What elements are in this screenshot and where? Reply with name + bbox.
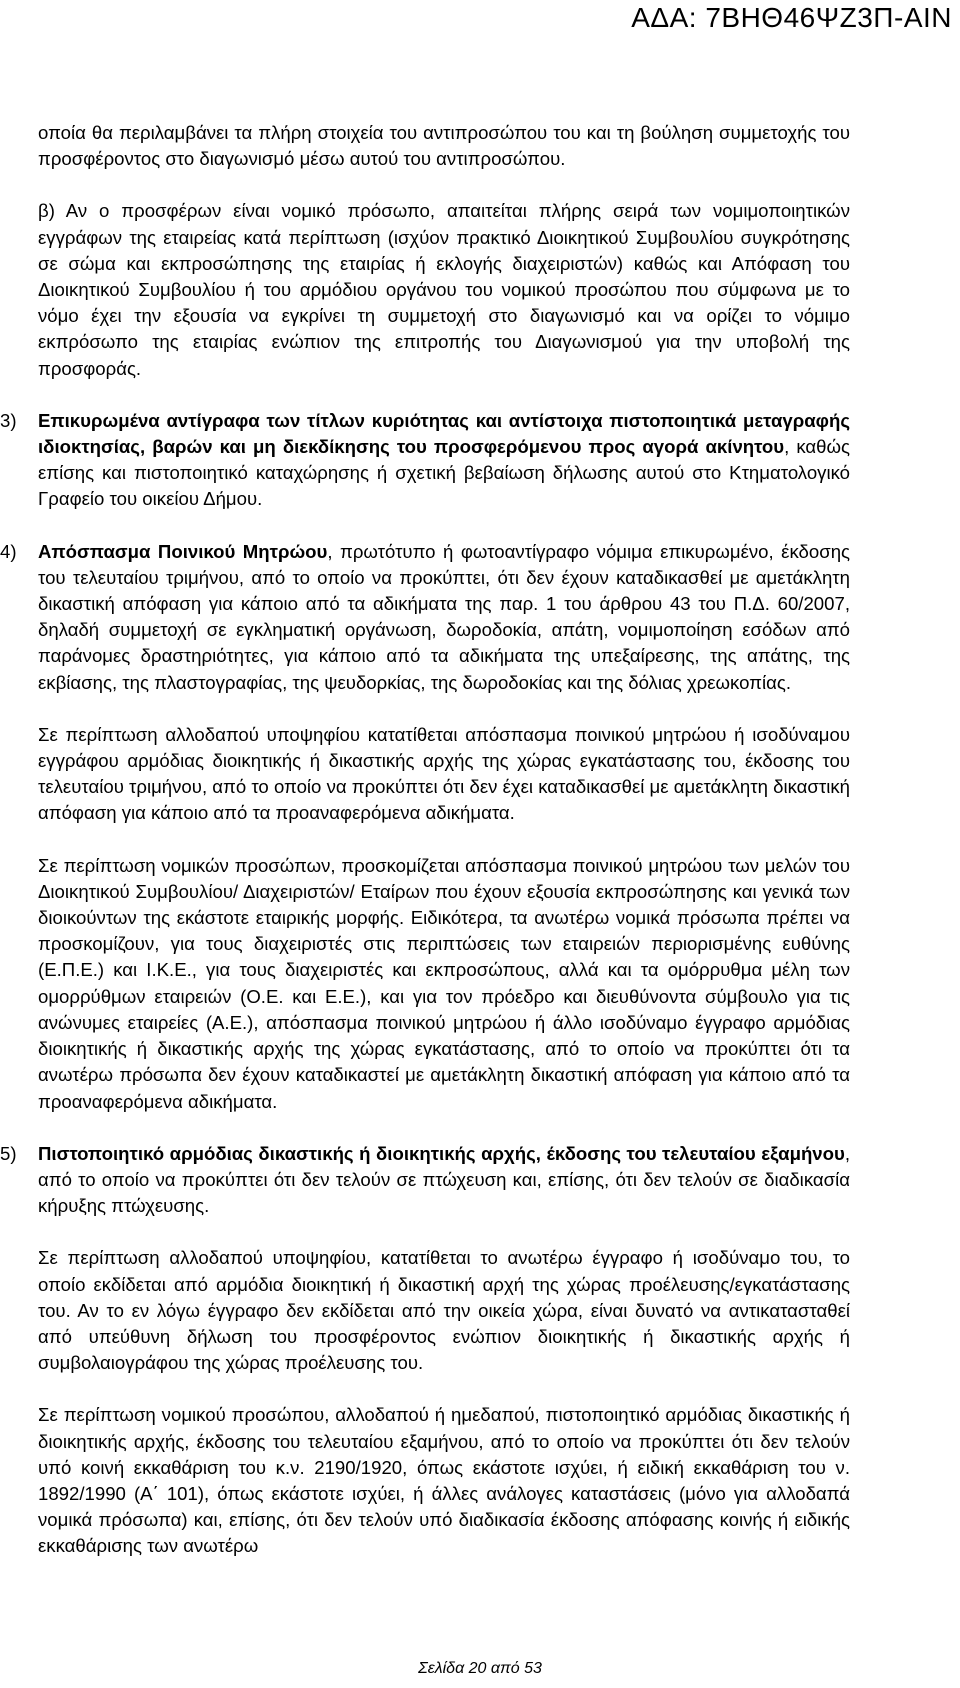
item-number: 3): [0, 409, 17, 431]
item-5-bold: Πιστοποιητικό αρμόδιας δικαστικής ή διοικητικής αρχής, έκδοσης του τελευταίου εξαμήνου: [38, 1142, 845, 1164]
item-5-text: [38, 1141, 850, 1220]
item-5-paragraph-2: Σε περίπτωση αλλοδαπού υποψηφίου, κατατίθεται το ανωτέρω έγγραφο ή ισοδύναμο του, το οποίο εκδίδεται από αρμόδια διοικητική ή δικαστική αρχή της χώρας προέλευσης/εγκατάστασης του. Αν το εν λόγω έγγραφο δεν εκδίδεται από την οικεία χώρα, είναι δυνατό να αντικατασταθεί από υπεύθυνη δήλωση του προσφέροντος ενώπιον διοικητικής ή δικαστικής αρχής ή συμβολαιογράφου της χώρας προέλευσης του.: [38, 1247, 850, 1374]
item-number: 4): [0, 540, 17, 562]
item-3-bold: Επικυρωμένα αντίγραφα των τίτλων κυριότητας και αντίστοιχα πιστοποιητικά μεταγραφής ιδιοκτησίας, βαρών και μη διεκδίκησης του προσφερόμενου προς αγορά ακίνητου: [38, 409, 850, 458]
item-5-rest: , από το οποίο να προκύπτει ότι δεν τελούν σε πτώχευση και, επίσης, ότι δεν τελούν σε διαδικασία κήρυξης πτώχευσης.: [38, 1142, 850, 1217]
document-body: [0, 120, 851, 1560]
item-3-rest: , καθώς επίσης και πιστοποιητικό καταχώρησης ή σχετική βεβαίωση δήλωσης αυτού στο Κτηματολογικό Γραφείο του οικείου Δήμου.: [38, 436, 850, 510]
item-number: 5): [0, 1142, 17, 1164]
paragraph-beta: β) Αν ο προσφέρων είναι νομικό πρόσωπο, απαιτείται πλήρης σειρά των νομιμοποιητικών εγγράφων της εταιρείας κατά περίπτωση (ισχύον πρακτικό Διοικητικού Συμβουλίου συγκρότησης σε σώμα και εκπροσώπησης της εταιρίας ή εκλογής διαχειριστών) καθώς και Απόφαση του Διοικητικού Συμβουλίου ή του αρμόδιου οργάνου του νομικού προσώπου που σύμφωνα με το νόμο έχει την εξουσία να εγκρίνει τη συμμετοχή στο διαγωνισμό και να ορίζει το νόμιμο εκπρόσωπο της εταιρίας ενώπιον της επιτροπής του Διαγωνισμού για την υποβολή της προσφοράς.: [38, 200, 850, 379]
ada-code: ΑΔΑ: 7ΒΗΘ46ΨΖ3Π-ΑΙΝ: [631, 2, 952, 33]
item-4-paragraph-3: Σε περίπτωση νομικών προσώπων, προσκομίζεται απόσπασμα ποινικού μητρώου των μελών του Διοικητικού Συμβουλίου/ Διαχειριστών/ Εταίρων που έχουν εξουσία εκπροσώπησης και γενικά των διοικούντων της εκάστοτε εταιρικής μορφής. Ειδικότερα, τα ανωτέρω νομικά πρόσωπα πρέπει να προσκομίζουν, για τους διαχειριστές στις περιπτώσεις των εταιρειών περιορισμένης ευθύνης (Ε.Π.Ε.) και Ι.Κ.Ε., για τους διαχειριστές και εκπροσώπους, αλλά και τα ομόρρυθμα μέλη των ομορρύθμων εταιρειών (Ο.Ε. και Ε.Ε.), και για τον πρόεδρο και διευθύνοντα σύμβουλο για τις ανώνυμες εταιρείες (Α.Ε.), απόσπασμα ποινικού μητρώου ή άλλο ισοδύναμο έγγραφο αρμόδιας διοικητικής ή δικαστικής αρχής της χώρας εγκατάστασης, από το οποίο να προκύπτει ότι τα ανωτέρω πρόσωπα δεν έχουν καταδικαστεί με αμετάκλητη δικαστική απόφαση για κάποιο από τα προαναφερόμενα αδικήματα.: [38, 854, 850, 1112]
list-item-5: [0, 1141, 850, 1560]
item-4-bold: Απόσπασμα Ποινικού Μητρώου: [38, 540, 328, 562]
page-number: Σελίδα 20 από 53: [418, 1660, 542, 1677]
item-4-rest: , πρωτότυπο ή φωτοαντίγραφο νόμιμα επικυρωμένο, έκδοσης του τελευταίου τριμήνου, από το οποίο να προκύπτει, ότι δεν έχουν καταδικασθεί με αμετάκλητη δικαστική απόφαση για κάποιο από τα αδικήματα της παρ. 1 του άρθρου 43 του Π.Δ. 60/2007, δηλαδή συμμετοχή σε εγκληματική οργάνωση, δωροδοκία, απάτη, νομιμοποίηση εσόδων από παράνομες δραστηριότητες, για κάποιο από τα αδικήματα της υπεξαίρεσης, της απάτης, της εκβίασης, της πλαστογραφίας, της ψευδορκίας, της δωροδοκίας και της δόλιας χρεωκοπίας.: [38, 540, 851, 693]
list-item-3: [0, 408, 850, 513]
item-5-paragraph-3: Σε περίπτωση νομικού προσώπου, αλλοδαπού ή ημεδαπού, πιστοποιητικό αρμόδιας δικαστικής ή διοικητικής αρχής, έκδοσης του τελευταίου εξαμήνου, από το οποίο να προκύπτει ότι δεν τελούν υπό κοινή εκκαθάριση του κ.ν. 2190/1920, όπως εκάστοτε ισχύει, ή ειδική εκκαθάριση του ν. 1892/1990 (Α΄ 101), όπως εκάστοτε ισχύει, ή άλλες ανάλογες καταστάσεις (μόνο για αλλοδαπά νομικά πρόσωπα) και, επίσης, ότι δεν τελούν υπό διαδικασία έκδοσης απόφασης κοινής ή ειδικής εκκαθάρισης των ανωτέρω: [38, 1404, 850, 1557]
item-3-text: [38, 408, 850, 513]
item-4-paragraph-2: Σε περίπτωση αλλοδαπού υποψηφίου κατατίθεται απόσπασμα ποινικού μητρώου ή ισοδύναμου εγγράφου αρμόδιας διοικητικής ή δικαστικής αρχής της χώρας εγκατάστασης του, έκδοσης του τελευταίου τριμήνου, από το οποίο να προκύπτει ότι δεν έχει καταδικασθεί με αμετάκλητη δικαστική απόφαση για κάποιο από τα προαναφερόμενα αδικήματα.: [38, 723, 850, 824]
item-4-text: [38, 539, 850, 696]
paragraph-intro: οποία θα περιλαμβάνει τα πλήρη στοιχεία του αντιπροσώπου του και τη βούληση συμμετοχής του προσφέροντος στο διαγωνισμό μέσω αυτού του αντιπροσώπου.: [38, 122, 850, 170]
list-item-4: [0, 539, 851, 1115]
